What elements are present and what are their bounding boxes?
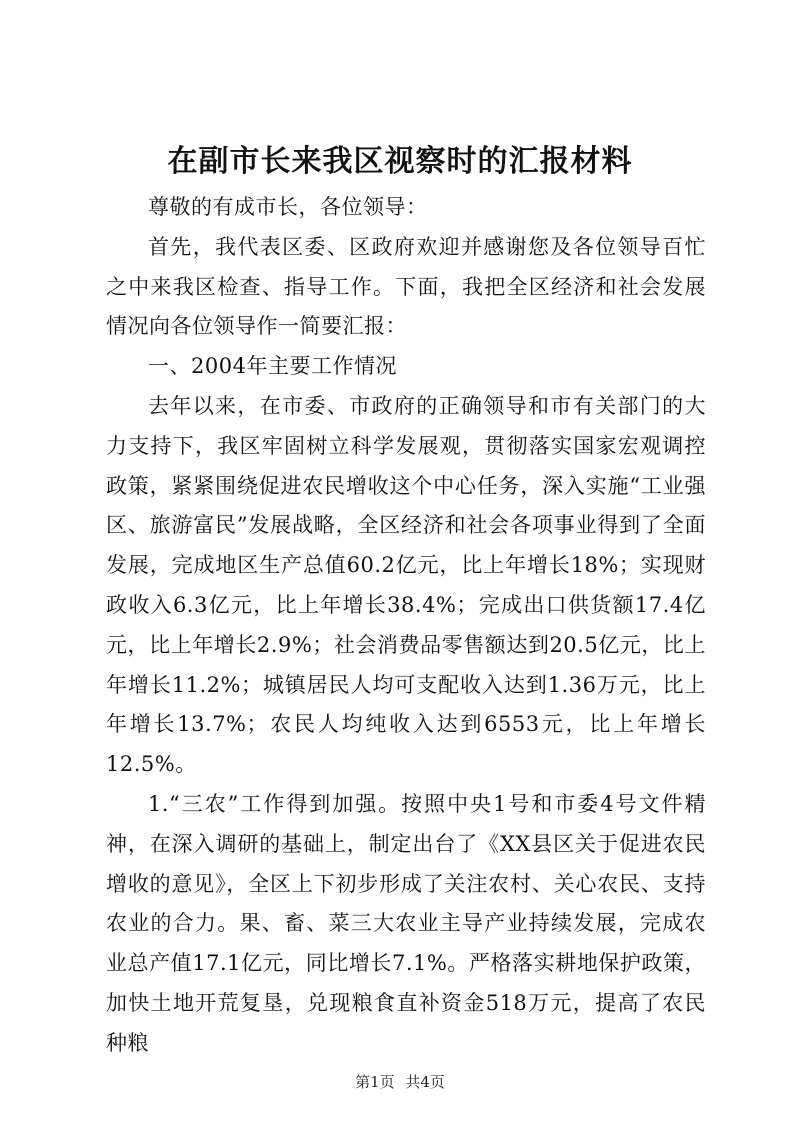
document-title: 在副市长来我区视察时的汇报材料 — [167, 144, 633, 179]
agriculture-paragraph: 1.“三农”工作得到加强。按照中央1号和市委4号文件精神，在深入调研的基础上，制定出台了《XX县区关于促进农民增收的意见》，全区上下初步形成了关注农村、关心农民、支持农业的合力。果、畜、菜三大农业主导产业持续发展，完成农业总产值17.1亿元，同比增长7.1%。严格落实耕地保护政策，加快土地开荒复垦，兑现粮食直补资金518万元，提高了农民种粮 — [106, 791, 706, 1055]
page-number: 第1页 — [355, 1073, 395, 1091]
page-footer — [0, 1072, 800, 1092]
page-total: 共4页 — [405, 1073, 445, 1091]
salutation-paragraph: 尊敬的有成市长，各位领导： — [148, 195, 428, 219]
summary-paragraph: 去年以来，在市委、市政府的正确领导和市有关部门的大力支持下，我区牢固树立科学发展观，贯彻落实国家宏观调控政策，紧紧围绕促进农民增收这个中心任务，深入实施“工业强区、旅游富民”发展战略，全区经济和社会各项事业得到了全面发展，完成地区生产总值60.2亿元，比上年增长18%；实现财政收入6.3亿元，比上年增长38.4%；完成出口供货额17.4亿元，比上年增长2.9%；社会消费品零售额达到20.5亿元，比上年增长11.2%；城镇居民人均可支配收入达到1.36万元，比上年增长13.7%；农民人均纯收入达到6553元，比上年增长12.5%。 — [106, 393, 706, 777]
section-heading: 一、2004年主要工作情况 — [148, 354, 397, 379]
document-body — [106, 188, 706, 1064]
intro-paragraph: 首先，我代表区委、区政府欢迎并感谢您及各位领导百忙之中来我区检查、指导工作。下面，我把全区经济和社会发展情况向各位领导作一简要汇报： — [106, 234, 706, 339]
